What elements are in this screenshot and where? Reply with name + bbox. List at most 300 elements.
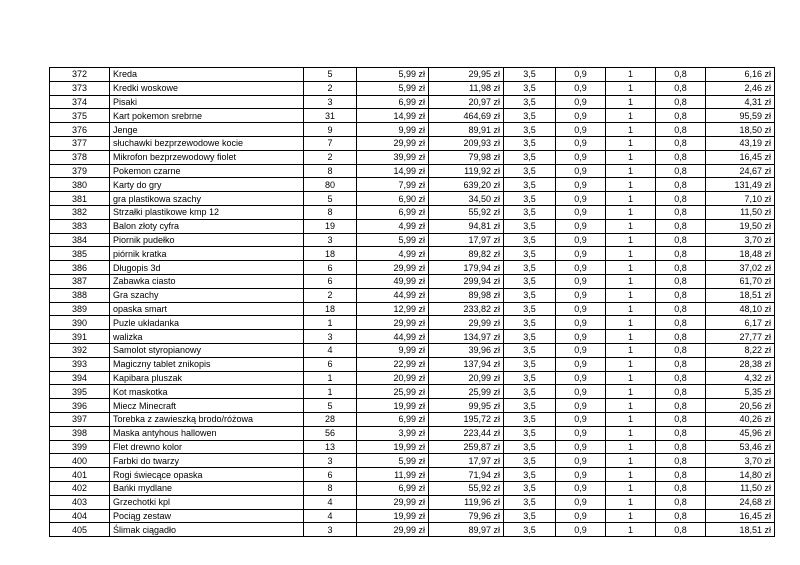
factor-3-cell: 1	[606, 81, 656, 95]
table-row	[50, 385, 775, 399]
factor-3-cell: 1	[606, 468, 656, 482]
result-value-cell: 4,32 zł	[706, 371, 775, 385]
factor-1-cell: 3,5	[504, 426, 556, 440]
factor-1-cell: 3,5	[504, 385, 556, 399]
product-name-cell: Magiczny tablet znikopis	[110, 357, 304, 371]
factor-2-cell: 0,9	[556, 454, 606, 468]
product-name-cell: Miecz Minecraft	[110, 399, 304, 413]
quantity-cell: 5	[304, 68, 357, 82]
unit-price-cell: 6,99 zł	[357, 95, 429, 109]
table-row	[50, 136, 775, 150]
result-value-cell: 11,50 zł	[706, 205, 775, 219]
total-value-cell: 464,69 zł	[429, 109, 504, 123]
total-value-cell: 29,95 zł	[429, 68, 504, 82]
factor-3-cell: 1	[606, 440, 656, 454]
factor-3-cell: 1	[606, 426, 656, 440]
quantity-cell: 19	[304, 219, 357, 233]
total-value-cell: 119,96 zł	[429, 495, 504, 509]
table-row	[50, 426, 775, 440]
result-value-cell: 7,10 zł	[706, 192, 775, 206]
result-value-cell: 3,70 zł	[706, 233, 775, 247]
product-name-cell: walizka	[110, 330, 304, 344]
table-row	[50, 302, 775, 316]
quantity-cell: 8	[304, 164, 357, 178]
quantity-cell: 31	[304, 109, 357, 123]
factor-2-cell: 0,9	[556, 109, 606, 123]
factor-4-cell: 0,8	[656, 495, 706, 509]
row-number-cell: 389	[50, 302, 110, 316]
total-value-cell: 137,94 zł	[429, 357, 504, 371]
factor-2-cell: 0,9	[556, 385, 606, 399]
quantity-cell: 2	[304, 81, 357, 95]
factor-4-cell: 0,8	[656, 109, 706, 123]
quantity-cell: 3	[304, 233, 357, 247]
result-value-cell: 18,51 zł	[706, 288, 775, 302]
product-name-cell: Długopis 3d	[110, 261, 304, 275]
factor-1-cell: 3,5	[504, 233, 556, 247]
product-name-cell: Kreda	[110, 68, 304, 82]
unit-price-cell: 6,99 zł	[357, 205, 429, 219]
row-number-cell: 387	[50, 274, 110, 288]
factor-2-cell: 0,9	[556, 150, 606, 164]
factor-3-cell: 1	[606, 205, 656, 219]
factor-1-cell: 3,5	[504, 81, 556, 95]
quantity-cell: 5	[304, 399, 357, 413]
result-value-cell: 16,45 zł	[706, 509, 775, 523]
result-value-cell: 37,02 zł	[706, 261, 775, 275]
total-value-cell: 20,99 zł	[429, 371, 504, 385]
unit-price-cell: 49,99 zł	[357, 274, 429, 288]
row-number-cell: 386	[50, 261, 110, 275]
factor-3-cell: 1	[606, 68, 656, 82]
table-row	[50, 509, 775, 523]
factor-1-cell: 3,5	[504, 399, 556, 413]
table-row	[50, 164, 775, 178]
table-row	[50, 109, 775, 123]
product-name-cell: Pokemon czarne	[110, 164, 304, 178]
product-name-cell: Samolot styropianowy	[110, 343, 304, 357]
total-value-cell: 209,93 zł	[429, 136, 504, 150]
total-value-cell: 25,99 zł	[429, 385, 504, 399]
row-number-cell: 404	[50, 509, 110, 523]
total-value-cell: 79,98 zł	[429, 150, 504, 164]
table-row	[50, 454, 775, 468]
product-name-cell: Balon złoty cyfra	[110, 219, 304, 233]
unit-price-cell: 29,99 zł	[357, 261, 429, 275]
total-value-cell: 99,95 zł	[429, 399, 504, 413]
table-body	[50, 68, 775, 537]
result-value-cell: 61,70 zł	[706, 274, 775, 288]
factor-3-cell: 1	[606, 192, 656, 206]
table-row	[50, 233, 775, 247]
total-value-cell: 299,94 zł	[429, 274, 504, 288]
unit-price-cell: 20,99 zł	[357, 371, 429, 385]
row-number-cell: 390	[50, 316, 110, 330]
factor-4-cell: 0,8	[656, 330, 706, 344]
factor-3-cell: 1	[606, 412, 656, 426]
factor-4-cell: 0,8	[656, 178, 706, 192]
result-value-cell: 8,22 zł	[706, 343, 775, 357]
factor-3-cell: 1	[606, 178, 656, 192]
row-number-cell: 373	[50, 81, 110, 95]
table-row	[50, 81, 775, 95]
total-value-cell: 55,92 zł	[429, 205, 504, 219]
factor-4-cell: 0,8	[656, 192, 706, 206]
unit-price-cell: 25,99 zł	[357, 385, 429, 399]
table-row	[50, 343, 775, 357]
total-value-cell: 223,44 zł	[429, 426, 504, 440]
total-value-cell: 89,91 zł	[429, 123, 504, 137]
product-name-cell: Flet drewno kolor	[110, 440, 304, 454]
quantity-cell: 2	[304, 288, 357, 302]
factor-4-cell: 0,8	[656, 288, 706, 302]
factor-2-cell: 0,9	[556, 178, 606, 192]
product-name-cell: opaska smart	[110, 302, 304, 316]
total-value-cell: 134,97 zł	[429, 330, 504, 344]
table-row	[50, 412, 775, 426]
row-number-cell: 399	[50, 440, 110, 454]
row-number-cell: 378	[50, 150, 110, 164]
row-number-cell: 380	[50, 178, 110, 192]
factor-3-cell: 1	[606, 109, 656, 123]
factor-3-cell: 1	[606, 399, 656, 413]
factor-1-cell: 3,5	[504, 219, 556, 233]
factor-1-cell: 3,5	[504, 412, 556, 426]
result-value-cell: 14,80 zł	[706, 468, 775, 482]
quantity-cell: 3	[304, 523, 357, 537]
result-value-cell: 4,31 zł	[706, 95, 775, 109]
factor-4-cell: 0,8	[656, 440, 706, 454]
result-value-cell: 27,77 zł	[706, 330, 775, 344]
table-row	[50, 523, 775, 537]
factor-3-cell: 1	[606, 247, 656, 261]
row-number-cell: 379	[50, 164, 110, 178]
product-name-cell: Mikrofon bezprzewodowy fiolet	[110, 150, 304, 164]
factor-1-cell: 3,5	[504, 192, 556, 206]
product-name-cell: Ślimak ciągadło	[110, 523, 304, 537]
product-name-cell: Piornik pudełko	[110, 233, 304, 247]
product-name-cell: Torebka z zawieszką brodo/różowa	[110, 412, 304, 426]
quantity-cell: 6	[304, 261, 357, 275]
table-row	[50, 150, 775, 164]
product-name-cell: Karty do gry	[110, 178, 304, 192]
result-value-cell: 20,56 zł	[706, 399, 775, 413]
factor-3-cell: 1	[606, 330, 656, 344]
row-number-cell: 381	[50, 192, 110, 206]
factor-2-cell: 0,9	[556, 68, 606, 82]
product-name-cell: piórnik kratka	[110, 247, 304, 261]
quantity-cell: 4	[304, 495, 357, 509]
factor-3-cell: 1	[606, 371, 656, 385]
factor-3-cell: 1	[606, 288, 656, 302]
quantity-cell: 2	[304, 150, 357, 164]
quantity-cell: 18	[304, 247, 357, 261]
unit-price-cell: 6,90 zł	[357, 192, 429, 206]
factor-2-cell: 0,9	[556, 95, 606, 109]
quantity-cell: 8	[304, 481, 357, 495]
table-row	[50, 481, 775, 495]
factor-1-cell: 3,5	[504, 261, 556, 275]
unit-price-cell: 6,99 zł	[357, 481, 429, 495]
quantity-cell: 80	[304, 178, 357, 192]
quantity-cell: 4	[304, 343, 357, 357]
result-value-cell: 18,50 zł	[706, 123, 775, 137]
total-value-cell: 20,97 zł	[429, 95, 504, 109]
factor-4-cell: 0,8	[656, 385, 706, 399]
total-value-cell: 79,96 zł	[429, 509, 504, 523]
unit-price-cell: 4,99 zł	[357, 247, 429, 261]
result-value-cell: 18,51 zł	[706, 523, 775, 537]
result-value-cell: 2,46 zł	[706, 81, 775, 95]
factor-3-cell: 1	[606, 302, 656, 316]
factor-4-cell: 0,8	[656, 123, 706, 137]
row-number-cell: 375	[50, 109, 110, 123]
quantity-cell: 6	[304, 274, 357, 288]
quantity-cell: 4	[304, 509, 357, 523]
result-value-cell: 3,70 zł	[706, 454, 775, 468]
factor-3-cell: 1	[606, 233, 656, 247]
factor-1-cell: 3,5	[504, 164, 556, 178]
product-name-cell: Puzle układanka	[110, 316, 304, 330]
factor-2-cell: 0,9	[556, 523, 606, 537]
factor-2-cell: 0,9	[556, 205, 606, 219]
result-value-cell: 16,45 zł	[706, 150, 775, 164]
factor-2-cell: 0,9	[556, 509, 606, 523]
factor-4-cell: 0,8	[656, 468, 706, 482]
factor-1-cell: 3,5	[504, 136, 556, 150]
factor-4-cell: 0,8	[656, 136, 706, 150]
unit-price-cell: 9,99 zł	[357, 343, 429, 357]
product-name-cell: słuchawki bezprzewodowe kocie	[110, 136, 304, 150]
product-name-cell: Rogi świecące opaska	[110, 468, 304, 482]
row-number-cell: 376	[50, 123, 110, 137]
result-value-cell: 48,10 zł	[706, 302, 775, 316]
row-number-cell: 396	[50, 399, 110, 413]
table-row	[50, 178, 775, 192]
factor-4-cell: 0,8	[656, 247, 706, 261]
factor-3-cell: 1	[606, 454, 656, 468]
factor-4-cell: 0,8	[656, 274, 706, 288]
unit-price-cell: 29,99 zł	[357, 523, 429, 537]
factor-2-cell: 0,9	[556, 274, 606, 288]
factor-2-cell: 0,9	[556, 81, 606, 95]
unit-price-cell: 29,99 zł	[357, 136, 429, 150]
row-number-cell: 388	[50, 288, 110, 302]
factor-4-cell: 0,8	[656, 261, 706, 275]
result-value-cell: 95,59 zł	[706, 109, 775, 123]
row-number-cell: 401	[50, 468, 110, 482]
quantity-cell: 6	[304, 468, 357, 482]
row-number-cell: 400	[50, 454, 110, 468]
quantity-cell: 8	[304, 205, 357, 219]
factor-4-cell: 0,8	[656, 95, 706, 109]
table-row	[50, 357, 775, 371]
table-row	[50, 330, 775, 344]
product-name-cell: Zabawka ciasto	[110, 274, 304, 288]
factor-1-cell: 3,5	[504, 357, 556, 371]
unit-price-cell: 3,99 zł	[357, 426, 429, 440]
factor-2-cell: 0,9	[556, 233, 606, 247]
row-number-cell: 394	[50, 371, 110, 385]
product-name-cell: Kot maskotka	[110, 385, 304, 399]
factor-1-cell: 3,5	[504, 68, 556, 82]
factor-1-cell: 3,5	[504, 178, 556, 192]
factor-3-cell: 1	[606, 219, 656, 233]
row-number-cell: 385	[50, 247, 110, 261]
factor-1-cell: 3,5	[504, 95, 556, 109]
factor-2-cell: 0,9	[556, 343, 606, 357]
total-value-cell: 17,97 zł	[429, 233, 504, 247]
unit-price-cell: 39,99 zł	[357, 150, 429, 164]
quantity-cell: 6	[304, 357, 357, 371]
factor-3-cell: 1	[606, 150, 656, 164]
factor-2-cell: 0,9	[556, 123, 606, 137]
table-row	[50, 399, 775, 413]
table-row	[50, 468, 775, 482]
unit-price-cell: 11,99 zł	[357, 468, 429, 482]
factor-4-cell: 0,8	[656, 205, 706, 219]
unit-price-cell: 7,99 zł	[357, 178, 429, 192]
table-row	[50, 95, 775, 109]
quantity-cell: 56	[304, 426, 357, 440]
factor-2-cell: 0,9	[556, 288, 606, 302]
table-row	[50, 440, 775, 454]
product-name-cell: Pisaki	[110, 95, 304, 109]
factor-4-cell: 0,8	[656, 523, 706, 537]
row-number-cell: 402	[50, 481, 110, 495]
row-number-cell: 374	[50, 95, 110, 109]
unit-price-cell: 12,99 zł	[357, 302, 429, 316]
quantity-cell: 1	[304, 385, 357, 399]
factor-3-cell: 1	[606, 316, 656, 330]
result-value-cell: 43,19 zł	[706, 136, 775, 150]
factor-4-cell: 0,8	[656, 509, 706, 523]
total-value-cell: 89,97 zł	[429, 523, 504, 537]
row-number-cell: 403	[50, 495, 110, 509]
row-number-cell: 397	[50, 412, 110, 426]
factor-1-cell: 3,5	[504, 288, 556, 302]
factor-3-cell: 1	[606, 509, 656, 523]
factor-2-cell: 0,9	[556, 495, 606, 509]
factor-2-cell: 0,9	[556, 481, 606, 495]
table-row	[50, 261, 775, 275]
product-name-cell: Maska antyhous hallowen	[110, 426, 304, 440]
factor-4-cell: 0,8	[656, 481, 706, 495]
total-value-cell: 11,98 zł	[429, 81, 504, 95]
unit-price-cell: 5,99 zł	[357, 454, 429, 468]
factor-1-cell: 3,5	[504, 109, 556, 123]
factor-4-cell: 0,8	[656, 343, 706, 357]
total-value-cell: 259,87 zł	[429, 440, 504, 454]
result-value-cell: 5,35 zł	[706, 385, 775, 399]
total-value-cell: 233,82 zł	[429, 302, 504, 316]
table-row	[50, 192, 775, 206]
inventory-table	[49, 67, 775, 537]
row-number-cell: 395	[50, 385, 110, 399]
factor-1-cell: 3,5	[504, 523, 556, 537]
unit-price-cell: 19,99 zł	[357, 399, 429, 413]
result-value-cell: 131,49 zł	[706, 178, 775, 192]
unit-price-cell: 5,99 zł	[357, 81, 429, 95]
factor-4-cell: 0,8	[656, 357, 706, 371]
total-value-cell: 639,20 zł	[429, 178, 504, 192]
factor-2-cell: 0,9	[556, 426, 606, 440]
factor-4-cell: 0,8	[656, 150, 706, 164]
unit-price-cell: 44,99 zł	[357, 330, 429, 344]
factor-2-cell: 0,9	[556, 330, 606, 344]
factor-1-cell: 3,5	[504, 454, 556, 468]
quantity-cell: 13	[304, 440, 357, 454]
result-value-cell: 6,17 zł	[706, 316, 775, 330]
row-number-cell: 398	[50, 426, 110, 440]
factor-3-cell: 1	[606, 523, 656, 537]
factor-1-cell: 3,5	[504, 371, 556, 385]
product-name-cell: Strzałki plastikowe kmp 12	[110, 205, 304, 219]
unit-price-cell: 4,99 zł	[357, 219, 429, 233]
table-row	[50, 68, 775, 82]
factor-1-cell: 3,5	[504, 316, 556, 330]
factor-1-cell: 3,5	[504, 481, 556, 495]
result-value-cell: 18,48 zł	[706, 247, 775, 261]
quantity-cell: 3	[304, 330, 357, 344]
quantity-cell: 7	[304, 136, 357, 150]
table-row	[50, 495, 775, 509]
factor-2-cell: 0,9	[556, 399, 606, 413]
factor-2-cell: 0,9	[556, 316, 606, 330]
result-value-cell: 11,50 zł	[706, 481, 775, 495]
factor-1-cell: 3,5	[504, 468, 556, 482]
factor-4-cell: 0,8	[656, 399, 706, 413]
table-row	[50, 247, 775, 261]
table-row	[50, 219, 775, 233]
unit-price-cell: 29,99 zł	[357, 495, 429, 509]
product-name-cell: Farbki do twarzy	[110, 454, 304, 468]
factor-4-cell: 0,8	[656, 412, 706, 426]
factor-4-cell: 0,8	[656, 454, 706, 468]
product-name-cell: Kart pokemon srebrne	[110, 109, 304, 123]
factor-1-cell: 3,5	[504, 440, 556, 454]
factor-4-cell: 0,8	[656, 68, 706, 82]
row-number-cell: 384	[50, 233, 110, 247]
result-value-cell: 45,96 zł	[706, 426, 775, 440]
row-number-cell: 391	[50, 330, 110, 344]
unit-price-cell: 14,99 zł	[357, 109, 429, 123]
unit-price-cell: 6,99 zł	[357, 412, 429, 426]
result-value-cell: 6,16 zł	[706, 68, 775, 82]
total-value-cell: 17,97 zł	[429, 454, 504, 468]
factor-1-cell: 3,5	[504, 274, 556, 288]
factor-1-cell: 3,5	[504, 302, 556, 316]
factor-4-cell: 0,8	[656, 316, 706, 330]
total-value-cell: 29,99 zł	[429, 316, 504, 330]
quantity-cell: 5	[304, 192, 357, 206]
factor-1-cell: 3,5	[504, 509, 556, 523]
factor-4-cell: 0,8	[656, 371, 706, 385]
row-number-cell: 382	[50, 205, 110, 219]
quantity-cell: 3	[304, 95, 357, 109]
total-value-cell: 89,98 zł	[429, 288, 504, 302]
table-row	[50, 371, 775, 385]
factor-3-cell: 1	[606, 261, 656, 275]
table-row	[50, 316, 775, 330]
quantity-cell: 1	[304, 316, 357, 330]
table-row	[50, 274, 775, 288]
factor-1-cell: 3,5	[504, 123, 556, 137]
factor-1-cell: 3,5	[504, 495, 556, 509]
unit-price-cell: 9,99 zł	[357, 123, 429, 137]
product-name-cell: Jenge	[110, 123, 304, 137]
factor-3-cell: 1	[606, 495, 656, 509]
